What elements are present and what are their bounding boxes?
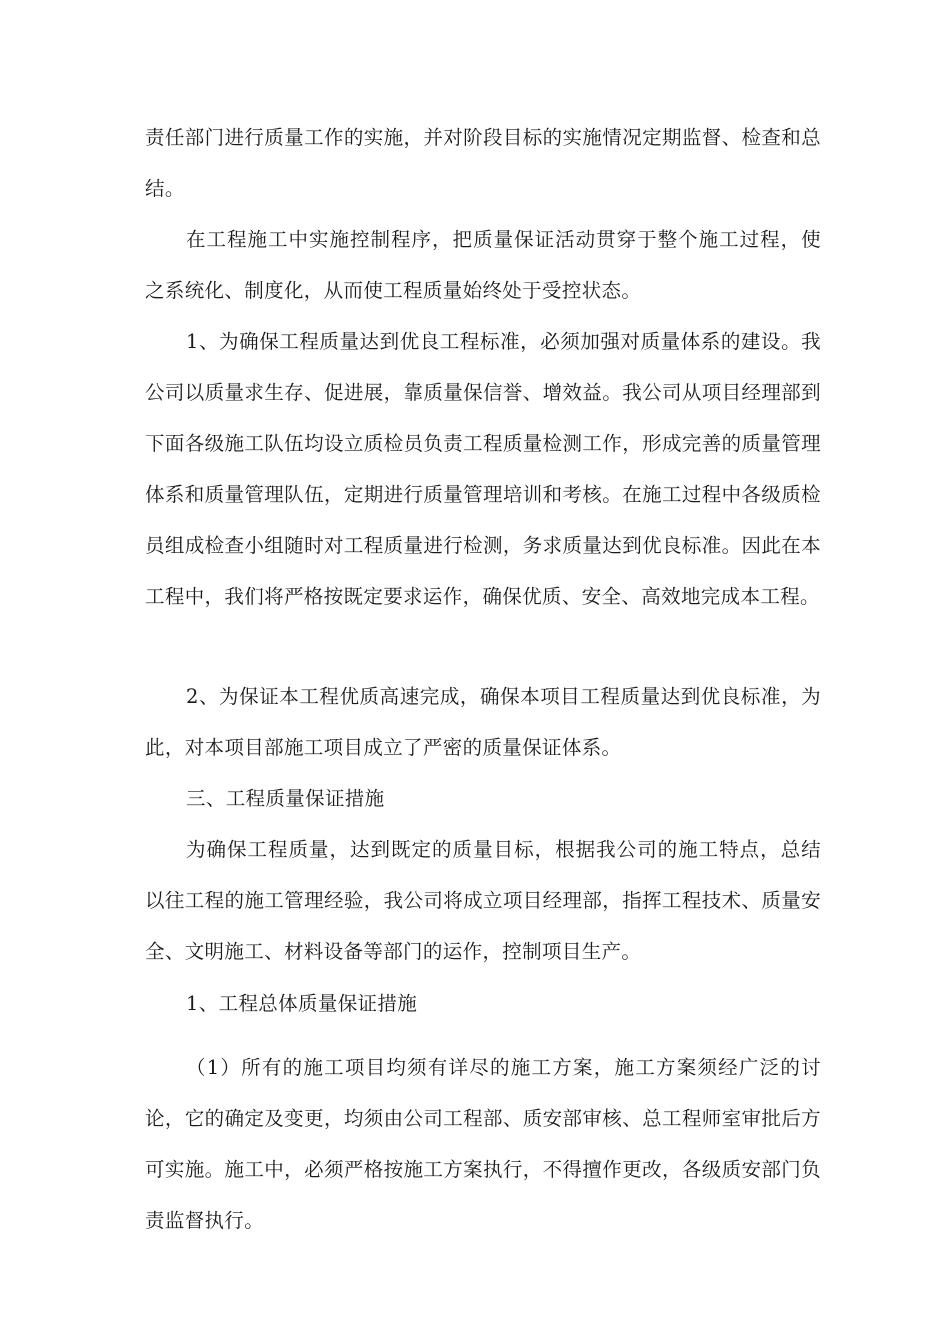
paragraph-quality-target: 为确保工程质量，达到既定的质量目标，根据我公司的施工特点，总结以往工程的施工管理经验，我公司将成立项目经理部，指挥工程技术、质量安全、文明施工、材料设备等部门的运作，控制项目生产。: [145, 838, 821, 963]
paragraph-continuation: 责任部门进行质量工作的实施，并对阶段目标的实施情况定期监督、检查和总结。: [145, 126, 821, 200]
paragraph-item-2-quality-assurance: 2、为保证本工程优质高速完成，确保本项目工程质量达到优良标准，为此，对本项目部施工项目成立了严密的质量保证体系。: [145, 685, 821, 759]
paragraph-item-1-quality-system: 1、为确保工程质量达到优良工程标准，必须加强对质量体系的建设。我公司以质量求生存、促进展，靠质量保信誉、增效益。我公司从项目经理部到下面各级施工队伍均设立质检员负责工程质量检测工作，形成完善的质量管理体系和质量管理队伍，定期进行质量管理培训和考核。在施工过程中各级质检员组成检查小组随时对工程质量进行检测，务求质量达到优良标准。因此在本工程中，我们将严格按既定要求运作，确保优质、安全、高效地完成本工程。: [145, 330, 821, 608]
paragraph-control-procedure: 在工程施工中实施控制程序，把质量保证活动贯穿于整个施工过程，使之系统化、制度化，从而使工程质量始终处于受控状态。: [145, 228, 821, 302]
section-heading-quality-measures: 三、工程质量保证措施: [186, 787, 385, 810]
subheading-overall-measures: 1、工程总体质量保证措施: [186, 992, 418, 1015]
paragraph-construction-plan: （1）所有的施工项目均须有详尽的施工方案，施工方案须经广泛的讨论，它的确定及变更，均须由公司工程部、质安部审核、总工程师室审批后方可实施。施工中，必须严格按施工方案执行，不得擅作更改，各级质安部门负责监督执行。: [145, 1056, 821, 1232]
